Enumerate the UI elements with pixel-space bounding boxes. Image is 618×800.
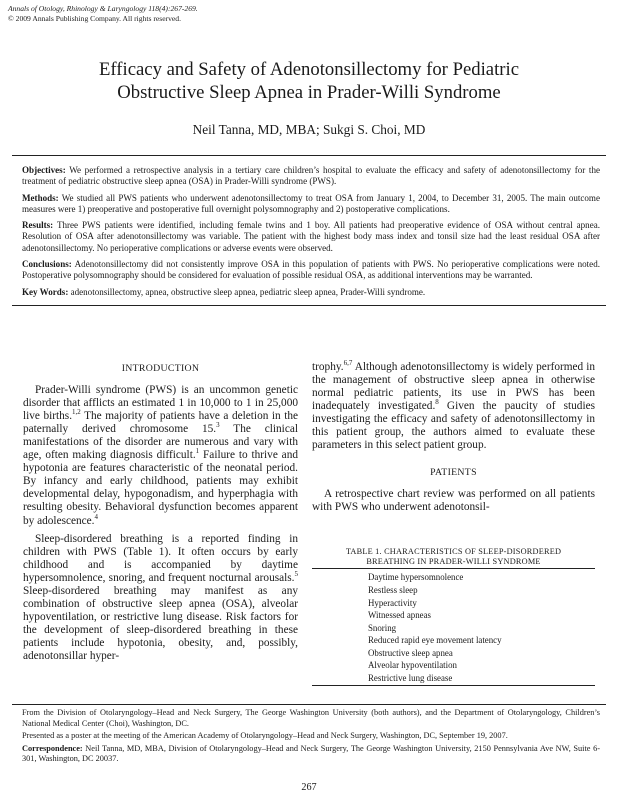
objectives-text: We performed a retrospective analysis in a tertiary care children’s hospital to evaluate the efficacy and safety of adenotonsillectomy for the treatment of pediatric obstructive sleep apnea (OSA) in Prader-Willi syndrome (PWS).: [22, 165, 600, 187]
conclusions-label: Conclusions:: [22, 259, 72, 270]
citation-ref: 6,7: [343, 359, 353, 368]
table-row: Restrictive lung disease: [368, 672, 453, 683]
intro-paragraph-2: Sleep-disordered breathing is a reported finding in children with PWS (Table 1). It often occurs by early childhood and is accompanied by daytime hypersomnolence, snoring, and frequent nocturnal arousals.$^5$ Sleep-disordered breathing may manifest as any combination of obstructive sleep apnea (OSA), alveolar hypoventilation, or restrictive lung disease. Risk factors for the development of sleep-disordered breathing in these patients include hypotonia, obesity, and, possibly, adenotonsillar hyper-: [23, 532, 298, 662]
abstract-conclusions: [22, 259, 600, 282]
article-title: [30, 59, 588, 104]
abstract-objectives: [22, 165, 600, 188]
citation-ref: 5: [294, 569, 298, 578]
journal-citation: Annals of Otology, Rhinology & Laryngology 118(4):267-269.: [8, 4, 198, 13]
citation-ref: 1,2: [72, 408, 81, 417]
correspondence-note: Correspondence: Neil Tanna, MD, MBA, Division of Otolaryngology–Head and Neck Surgery, The George Washington University, 2150 Pennsylvania Ave NW, Suite 6-301, Washington, DC 20037.: [22, 743, 600, 764]
table-row: Obstructive sleep apnea: [368, 647, 453, 658]
abstract-keywords: [22, 287, 600, 298]
table-row: Snoring: [368, 622, 397, 633]
keywords-label: Key Words:: [22, 286, 69, 297]
table-body: [312, 571, 595, 684]
journal-header: [8, 4, 198, 23]
page-number: 267: [301, 782, 317, 793]
objectives-label: Objectives:: [22, 165, 66, 175]
title-line-1: Efficacy and Safety of Adenotonsillectomy for Pediatric: [99, 59, 519, 80]
conclusions-text: Adenotonsillectomy did not consistently improve OSA in this population of patients with PWS. No perioperative complications were noted. Postoperative polysomnography should be considered for evaluation of possible residual OSA, as additional interventions may be warranted.: [22, 259, 600, 281]
footnotes: [12, 704, 606, 767]
table-rule-top: [312, 568, 595, 569]
table-row: Hyperactivity: [368, 597, 417, 608]
abstract-box: [12, 155, 606, 306]
results-label: Results:: [22, 220, 54, 231]
introduction-heading: INTRODUCTION: [121, 363, 200, 374]
results-text: Three PWS patients were identified, including female twins and 1 boy. All patients had preoperative evidence of OSA without central apnea. Resolution of OSA after adenotonsillectomy was variable. The patient with the highest body mass index and tonsil size had the least residual OSA after adenotonsillectomy. No perioperative complications or adverse events were observed.: [22, 220, 600, 253]
copyright-line: © 2009 Annals Publishing Company. All rights reserved.: [8, 13, 181, 23]
methods-label: Methods:: [22, 192, 59, 203]
table-row: Witnessed apneas: [368, 610, 431, 621]
title-line-2: Obstructive Sleep Apnea in Prader-Willi Syndrome: [117, 81, 501, 103]
table-row: Reduced rapid eye movement latency: [368, 635, 502, 646]
intro-paragraph-1: Prader-Willi syndrome (PWS) is an uncommon genetic disorder that afflicts an estimated 1 in 10,000 to 1 in 25,000 live births.$^{1,2}$ The majority of patients have a deletion in the paternally derived chromosome 15.$^3$ The clinical manifestations of the disorder are numerous and vary with age, often making diagnosis difficult.$^1$ Failure to thrive and hypotonia are features characteristic of the neonatal period. By infancy and early childhood, patients may exhibit developmental delay, hypogonadism, and hyperphagia with resulting obesity. Behavioral dysfunction becomes apparent by adolescence.$^4$: [23, 384, 298, 527]
intro-paragraph-3: trophy.$^{6,7}$ Although adenotonsillectomy is widely performed in the management of obstructive sleep apnea in otherwise normal pediatric patients, its use in PWS has been inadequately investigated.$^8$ Given the paucity of studies investigating the efficacy and safety of adenotonsillectomy in this patient group, the authors aimed to evaluate these parameters in this select patient group.: [312, 359, 595, 452]
table-1: [312, 547, 595, 686]
citation-ref: 8: [435, 398, 439, 407]
correspondence-label: Correspondence:: [22, 743, 83, 753]
author-list: Neil Tanna, MD, MBA; Sukgi S. Choi, MD: [192, 122, 426, 137]
table-rule-bottom: [312, 685, 595, 686]
presentation-note: Presented as a poster at the meeting of the American Academy of Otolaryngology–Head and Neck Surgery, Washington, DC, September 19, 2007.: [22, 731, 508, 741]
methods-text: We studied all PWS patients who underwent adenotonsillectomy to treat OSA from January 1, 2004, to December 31, 2005. The main outcome measures were 1) preoperative and postoperative full overnight polysomnography and 2) postoperative complications.: [22, 192, 600, 214]
citation-ref: 1: [195, 447, 200, 456]
keywords-text: adenotonsillectomy, apnea, obstructive sleep apnea, pediatric sleep apnea, Prader-Willi syndrome.: [68, 286, 426, 297]
abstract-results: [22, 220, 600, 254]
patients-heading: PATIENTS: [430, 467, 477, 479]
abstract-methods: [22, 193, 600, 216]
affiliation-note: From the Division of Otolaryngology–Head and Neck Surgery, The George Washington University (both authors), and the Department of Otolaryngology, Children’s National Medical Center (Choi), Washington, DC.: [22, 708, 600, 728]
citation-ref: 3: [216, 421, 220, 430]
citation-ref: 4: [94, 512, 99, 521]
table-row: Restless sleep: [368, 584, 418, 595]
patients-paragraph-1: A retrospective chart review was performed on all patients with PWS who underwent adenotonsil-: [312, 488, 595, 514]
left-column: [23, 362, 298, 668]
table-row: Alveolar hypoventilation: [368, 660, 457, 671]
table-title: TABLE 1. CHARACTERISTICS OF SLEEP-DISORDERED BREATHING IN PRADER-WILLI SYNDROME: [345, 547, 562, 567]
table-row: Daytime hypersomnolence: [368, 572, 464, 583]
right-column: [312, 361, 595, 519]
